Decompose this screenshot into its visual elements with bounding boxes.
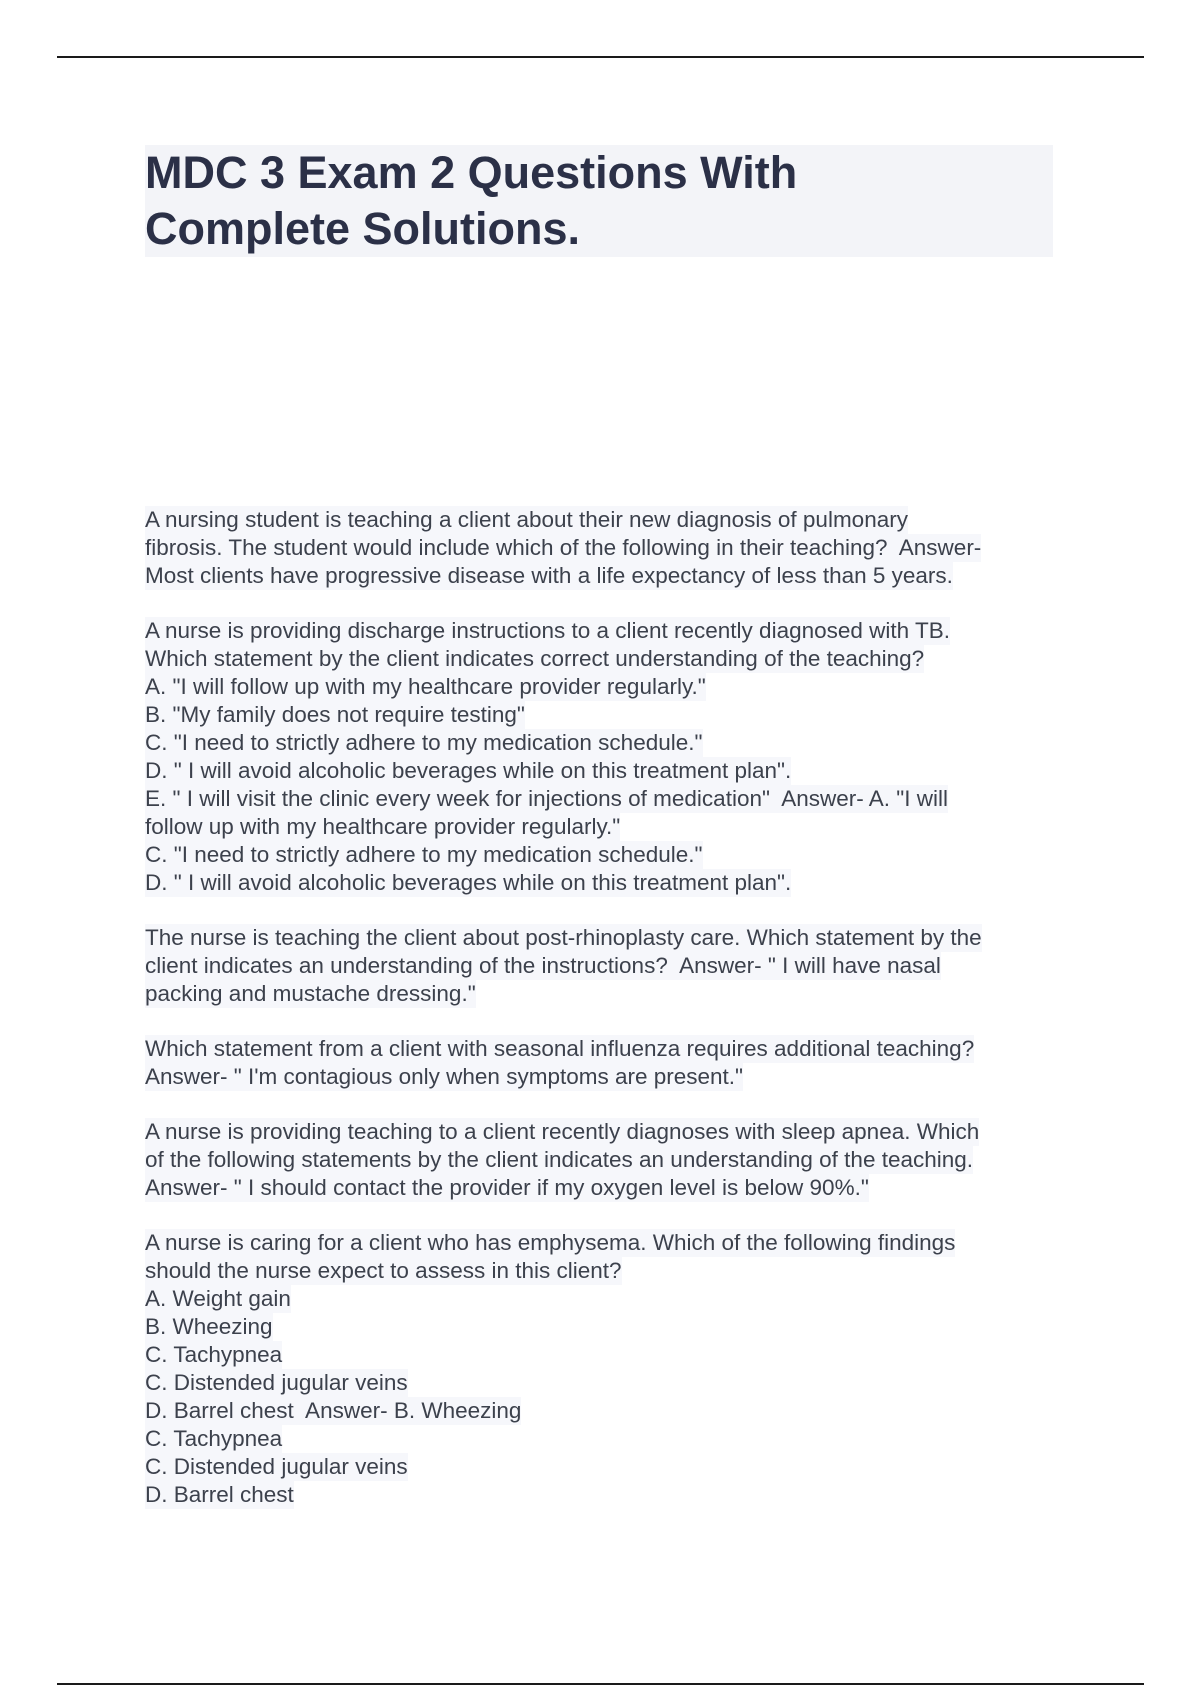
question-line: Which statement by the client indicates correct understanding of the teaching? [145,646,925,671]
question-line: A nurse is caring for a client who has emphysema. Which of the following findings [145,1230,956,1255]
option-line: B. "My family does not require testing" [145,702,525,727]
answer-line: D. " I will avoid alcoholic beverages while on this treatment plan". [145,870,792,895]
question-line: Most clients have progressive disease with a life expectancy of less than 5 years. [145,563,953,588]
answer-line: C. Tachypnea [145,1426,283,1451]
question-block [145,1035,1065,1091]
question-line: fibrosis. The student would include which of the following in their teaching? Answer- [145,535,982,560]
answer-line: packing and mustache dressing." [145,981,476,1006]
option-line: D. " I will avoid alcoholic beverages while on this treatment plan". [145,758,792,783]
question-line: client indicates an understanding of the instructions? Answer- " I will have nasal [145,953,941,978]
document-title: MDC 3 Exam 2 Questions With Complete Solutions. [145,147,798,254]
option-line: A. "I will follow up with my healthcare provider regularly." [145,674,706,699]
question-line: A nursing student is teaching a client about their new diagnosis of pulmonary [145,507,908,532]
option-line: E. " I will visit the clinic every week for injections of medication" Answer- A. "I will [145,786,948,811]
option-line: B. Wheezing [145,1314,273,1339]
title-block [145,145,1053,257]
answer-line: C. Distended jugular veins [145,1454,408,1479]
answer-line: D. Barrel chest [145,1482,294,1507]
answer-line: follow up with my healthcare provider regularly." [145,814,621,839]
question-line: Which statement from a client with seasonal influenza requires additional teaching? [145,1036,975,1061]
option-line: A. Weight gain [145,1286,291,1311]
question-line: of the following statements by the client indicates an understanding of the teaching. [145,1147,974,1172]
option-line: C. Distended jugular veins [145,1370,408,1395]
question-block [145,1118,1065,1202]
question-block [145,1229,1065,1509]
option-line: D. Barrel chest Answer- B. Wheezing [145,1398,522,1423]
question-block [145,617,1065,897]
question-block [145,924,1065,1008]
top-divider [57,56,1144,58]
answer-line: Answer- " I should contact the provider if my oxygen level is below 90%." [145,1175,869,1200]
answer-line: Answer- " I'm contagious only when symptoms are present." [145,1064,744,1089]
questions-list [145,506,1065,1536]
option-line: C. Tachypnea [145,1342,283,1367]
question-block [145,506,1065,590]
option-line: C. "I need to strictly adhere to my medication schedule." [145,730,703,755]
question-line: The nurse is teaching the client about post-rhinoplasty care. Which statement by the [145,925,982,950]
question-line: A nurse is providing teaching to a client recently diagnoses with sleep apnea. Which [145,1119,980,1144]
question-line: should the nurse expect to assess in this client? [145,1258,622,1283]
bottom-divider [57,1683,1144,1685]
answer-line: C. "I need to strictly adhere to my medication schedule." [145,842,703,867]
question-line: A nurse is providing discharge instructions to a client recently diagnosed with TB. [145,618,951,643]
